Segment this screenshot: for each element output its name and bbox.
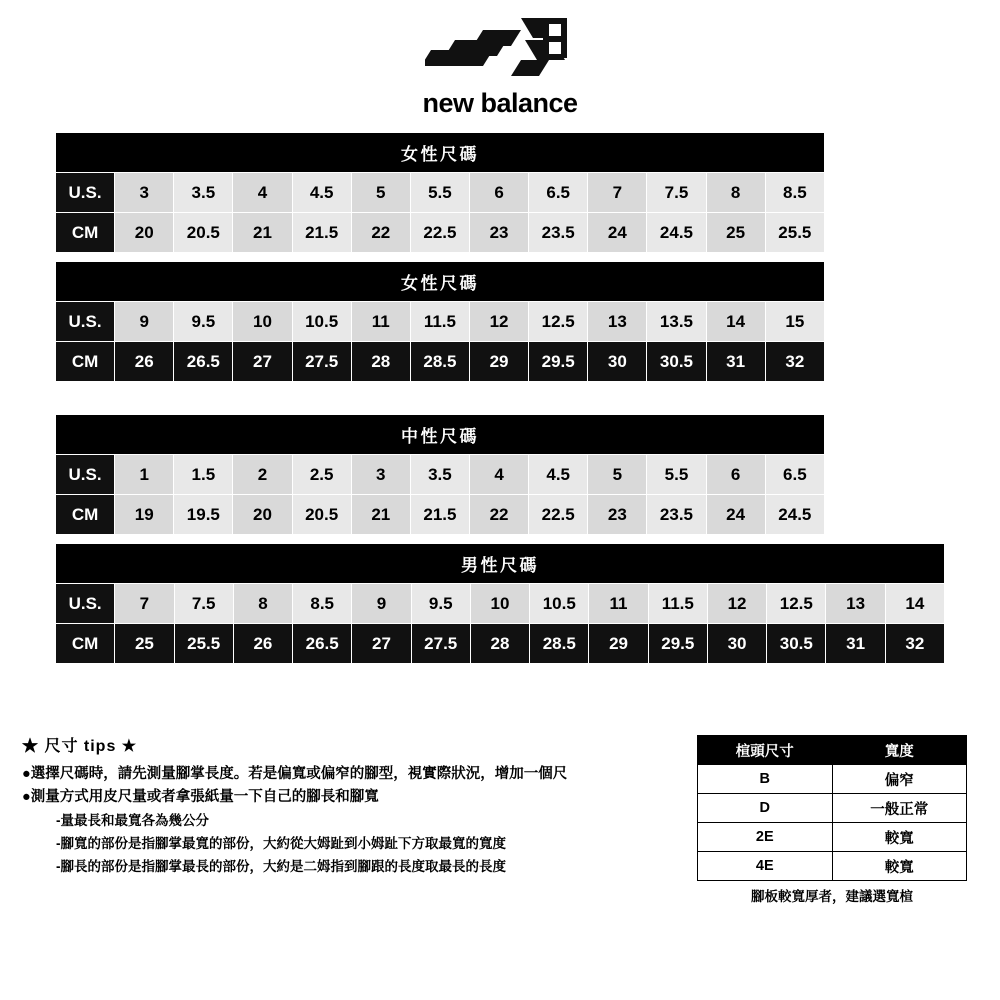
tips-title: ★ 尺寸 tips ★ <box>22 738 138 755</box>
cell: 27.5 <box>411 624 470 664</box>
cell: 30 <box>707 624 766 664</box>
cell: 9 <box>352 584 411 624</box>
cell: 3 <box>351 455 410 495</box>
table-row <box>56 342 825 382</box>
cell: 6.5 <box>529 173 588 213</box>
cell: 8 <box>233 584 292 624</box>
cell: 一般正常 <box>832 794 967 823</box>
table-women-small <box>55 132 825 253</box>
cell: 2.5 <box>292 455 351 495</box>
band-women-large: 女性尺碼 <box>56 262 825 302</box>
cell: 21 <box>233 213 292 253</box>
cell: 12 <box>707 584 766 624</box>
cell: 27.5 <box>292 342 351 382</box>
cell: 1.5 <box>174 455 233 495</box>
cell: 23.5 <box>529 213 588 253</box>
cell: 14 <box>706 302 765 342</box>
cell: 20 <box>233 495 292 535</box>
cell: 12.5 <box>767 584 826 624</box>
cell: 27 <box>233 342 292 382</box>
size-tables <box>55 132 945 664</box>
cell: 11.5 <box>410 302 469 342</box>
tips-sub: -腳寬的部份是指腳掌最寬的部份，大約從大姆趾到小姆趾下方取最寬的寬度 <box>56 835 506 851</box>
cell: 29 <box>589 624 648 664</box>
cell: 10.5 <box>292 302 351 342</box>
row-label-us: U.S. <box>56 455 115 495</box>
cell: 28 <box>470 624 529 664</box>
width-note: 腳板較寬厚者，建議選寬楦 <box>751 889 913 904</box>
cell: 22.5 <box>529 495 588 535</box>
cell: 13 <box>826 584 885 624</box>
cell: 4 <box>233 173 292 213</box>
cell: 20.5 <box>292 495 351 535</box>
cell: 6 <box>469 173 528 213</box>
cell: B <box>698 765 833 794</box>
cell: 4.5 <box>529 455 588 495</box>
cell: 28.5 <box>410 342 469 382</box>
cell: 21 <box>351 495 410 535</box>
cell: 32 <box>765 342 824 382</box>
row-label-cm: CM <box>56 342 115 382</box>
cell: 29.5 <box>648 624 707 664</box>
cell: 25.5 <box>174 624 233 664</box>
row-label-us: U.S. <box>56 302 115 342</box>
table-row <box>698 765 967 794</box>
cell: 1 <box>115 455 174 495</box>
cell: 5.5 <box>410 173 469 213</box>
cell: 3 <box>115 173 174 213</box>
tips-sub: -腳長的部份是指腳掌最長的部份，大約是二姆指到腳跟的長度取最長的長度 <box>56 858 506 874</box>
cell: 30.5 <box>647 342 706 382</box>
cell: 11.5 <box>648 584 707 624</box>
brand-logo <box>0 16 1000 117</box>
cell: 11 <box>351 302 410 342</box>
cell: 5 <box>588 455 647 495</box>
row-label-us: U.S. <box>56 584 115 624</box>
table-row <box>56 584 945 624</box>
cell: 8 <box>706 173 765 213</box>
brand-wordmark: new balance <box>422 88 578 118</box>
cell: 28.5 <box>530 624 589 664</box>
table-row <box>56 213 825 253</box>
tips-bullet: ●選擇尺碼時，請先測量腳掌長度。若是偏寬或偏窄的腳型，視實際狀況，增加一個尺 <box>22 765 568 782</box>
cell: 24 <box>706 495 765 535</box>
cell: 31 <box>706 342 765 382</box>
cell: 27 <box>352 624 411 664</box>
cell: 偏窄 <box>832 765 967 794</box>
cell: 26 <box>115 342 174 382</box>
cell: 24.5 <box>647 213 706 253</box>
cell: 23 <box>469 213 528 253</box>
cell: 4E <box>698 852 833 881</box>
cell: 較寬 <box>832 823 967 852</box>
cell: 20.5 <box>174 213 233 253</box>
tips-bullet: ●測量方式用皮尺量或者拿張紙量一下自己的腳長和腳寬 <box>22 789 379 806</box>
cell: 4.5 <box>292 173 351 213</box>
cell: 32 <box>885 624 944 664</box>
cell: 13.5 <box>647 302 706 342</box>
table-row <box>56 455 825 495</box>
cell: 9.5 <box>174 302 233 342</box>
cell: 29.5 <box>529 342 588 382</box>
cell: 31 <box>826 624 885 664</box>
cell: 10 <box>233 302 292 342</box>
cell: 14 <box>885 584 944 624</box>
width-header-width: 寬度 <box>832 736 967 765</box>
cell: 15 <box>765 302 824 342</box>
cell: 2 <box>233 455 292 495</box>
cell: 6 <box>706 455 765 495</box>
table-men <box>55 543 945 664</box>
cell: 23 <box>588 495 647 535</box>
band-men: 男性尺碼 <box>56 544 945 584</box>
cell: 13 <box>588 302 647 342</box>
cell: 3.5 <box>410 455 469 495</box>
cell: 9.5 <box>411 584 470 624</box>
cell: 7 <box>115 584 174 624</box>
table-row <box>56 173 825 213</box>
width-header-size: 楦頭尺寸 <box>698 736 833 765</box>
size-tips <box>22 735 682 880</box>
cell: 20 <box>115 213 174 253</box>
cell: 24.5 <box>765 495 824 535</box>
cell: 29 <box>469 342 528 382</box>
table-unisex <box>55 414 825 535</box>
cell: 25 <box>706 213 765 253</box>
cell: 7.5 <box>647 173 706 213</box>
row-label-us: U.S. <box>56 173 115 213</box>
width-guide <box>697 735 967 905</box>
cell: 23.5 <box>647 495 706 535</box>
row-label-cm: CM <box>56 624 115 664</box>
cell: 22 <box>351 213 410 253</box>
cell: 24 <box>588 213 647 253</box>
table-row <box>56 495 825 535</box>
table-row <box>56 302 825 342</box>
cell: 6.5 <box>765 455 824 495</box>
cell: 22.5 <box>410 213 469 253</box>
row-label-cm: CM <box>56 495 115 535</box>
cell: 5 <box>351 173 410 213</box>
cell: 10.5 <box>530 584 589 624</box>
cell: D <box>698 794 833 823</box>
cell: 8.5 <box>765 173 824 213</box>
cell: 4 <box>469 455 528 495</box>
cell: 12.5 <box>529 302 588 342</box>
table-width <box>697 735 967 881</box>
cell: 26.5 <box>293 624 352 664</box>
cell: 21.5 <box>410 495 469 535</box>
table-row <box>698 852 967 881</box>
new-balance-logo-icon <box>425 16 575 88</box>
cell: 12 <box>469 302 528 342</box>
cell: 較寬 <box>832 852 967 881</box>
cell: 25.5 <box>765 213 824 253</box>
cell: 9 <box>115 302 174 342</box>
cell: 3.5 <box>174 173 233 213</box>
table-row <box>56 624 945 664</box>
cell: 26 <box>233 624 292 664</box>
table-women-large <box>55 261 825 382</box>
band-unisex: 中性尺碼 <box>56 415 825 455</box>
cell: 10 <box>470 584 529 624</box>
cell: 19 <box>115 495 174 535</box>
row-label-cm: CM <box>56 213 115 253</box>
cell: 26.5 <box>174 342 233 382</box>
cell: 28 <box>351 342 410 382</box>
table-row <box>698 823 967 852</box>
cell: 8.5 <box>293 584 352 624</box>
band-women-small: 女性尺碼 <box>56 133 825 173</box>
cell: 21.5 <box>292 213 351 253</box>
tips-sub: -量最長和最寬各為幾公分 <box>56 812 209 828</box>
cell: 30 <box>588 342 647 382</box>
cell: 2E <box>698 823 833 852</box>
cell: 25 <box>115 624 174 664</box>
cell: 30.5 <box>767 624 826 664</box>
cell: 22 <box>469 495 528 535</box>
cell: 5.5 <box>647 455 706 495</box>
cell: 11 <box>589 584 648 624</box>
cell: 7.5 <box>174 584 233 624</box>
cell: 19.5 <box>174 495 233 535</box>
table-row <box>698 794 967 823</box>
cell: 7 <box>588 173 647 213</box>
